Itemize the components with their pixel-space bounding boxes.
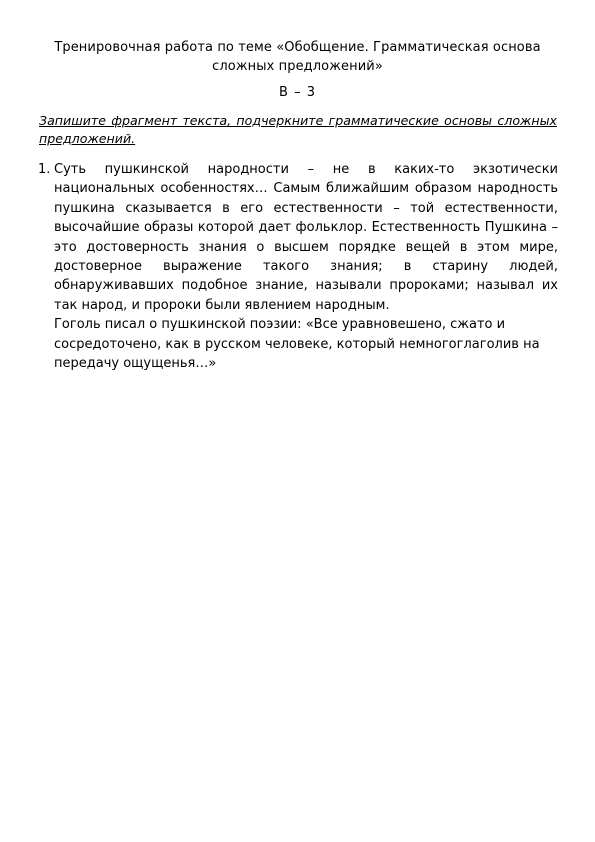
quote-paragraph: Гоголь писал о пушкинской поэзии: «Все уравновешено, сжато и сосредоточено, как в русском человеке, который немногоглаголив на передачу ощущенья…» <box>54 317 540 372</box>
document-title: Тренировочная работа по теме «Обобщение. Грамматическая основа сложных предложений» <box>54 40 541 74</box>
variant-label: В – 3 <box>279 85 316 100</box>
task-instruction: Запишите фрагмент текста, подчеркните грамматические основы сложных предложений. <box>39 113 557 146</box>
list-item-number: 1. <box>38 162 51 177</box>
list-item-body <box>54 160 558 373</box>
text-paragraph: Суть пушкинской народности – не в каких-то экзотически национальных особенностях… Самым ближайшим образом народность пушкина сказывается в его естественности – той естественности, высочайшие образы которой дает фольклор. Естественность Пушкина – это достоверность знания о высшем порядке вещей в этом мире, достоверное выражение такого знания; в старину людей, обнаруживавших подобное знание, называли пророками; называл их так народ, и пророки были явлением народным. <box>54 162 558 313</box>
